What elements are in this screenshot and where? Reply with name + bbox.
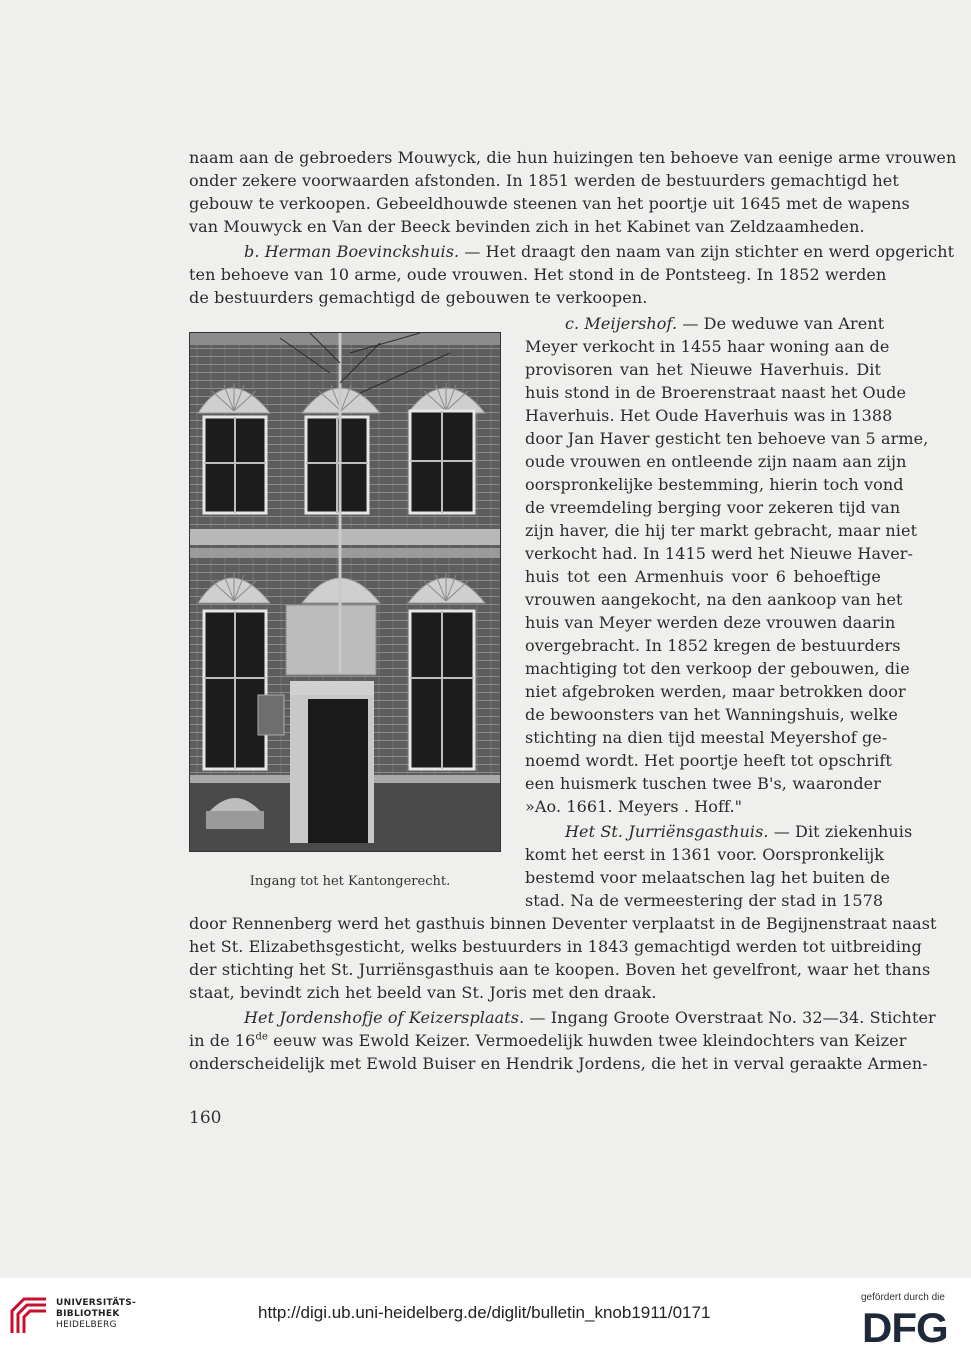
document-url-link[interactable]: http://digi.ub.uni-heidelberg.de/diglit/bulletin_knob1911/0171	[258, 1303, 711, 1322]
col-line: stad. Na de vermeestering der stad in 1578	[525, 891, 884, 910]
body-line: ten behoeve van 10 arme, oude vrouwen. Het stond in de Pontsteeg. In 1852 werden	[189, 265, 887, 284]
col-line: komt het eerst in 1361 voor. Oorspronkelijk	[525, 845, 885, 864]
col-line: huis tot een Armenhuis voor 6 behoeftige	[525, 567, 881, 586]
body-line: onderscheidelijk met Ewold Buiser en Hendrik Jordens, die het in verval geraakte Armen-	[189, 1054, 928, 1073]
para-b-line-1: b. Herman Boevinckshuis. — Het draagt den naam van zijn stichter en werd opgericht	[244, 242, 955, 261]
dfg-logo[interactable]: DFG	[862, 1304, 948, 1351]
col-line: Haverhuis. Het Oude Haverhuis was in 1388	[525, 406, 893, 425]
university-library-logo-icon	[8, 1293, 52, 1339]
col-line: provisoren van het Nieuwe Haverhuis. Dit	[525, 360, 881, 379]
col-line: huis stond in de Broerenstraat naast het Oude	[525, 383, 907, 402]
col-line: huis van Meyer werden deze vrouwen daarin	[525, 613, 896, 632]
col-line: noemd wordt. Het poortje heeft tot opschrift	[525, 751, 892, 770]
col-line: een huismerk tuschen twee B's, waaronder	[525, 774, 881, 793]
col-line: de bewoonsters van het Wanningshuis, welke	[525, 705, 898, 724]
col-line: vrouwen aangekocht, na den aankoop van het	[525, 590, 903, 609]
para-c-line-1: c. Meijershof. — De weduwe van Arent	[565, 314, 885, 333]
funded-by-label: gefördert durch die	[861, 1292, 945, 1303]
body-line: staat, bevindt zich het beeld van St. Joris met den draak.	[189, 983, 657, 1002]
body-line: onder zekere voorwaarden afstonden. In 1851 werden de bestuurders gemachtigd het	[189, 171, 899, 190]
para-st-line-1: Het St. Jurriënsgasthuis. — Dit ziekenhuis	[565, 822, 913, 841]
col-line: oorspronkelijke bestemming, hierin toch vond	[525, 475, 904, 494]
para-c-label: c. Meijershof.	[565, 314, 678, 333]
body-line: door Rennenberg werd het gasthuis binnen Deventer verplaatst in de Begijnenstraat naast	[189, 914, 937, 933]
col-line: zijn haver, die hij ter markt gebracht, maar niet	[525, 521, 918, 540]
col-line: niet afgebroken werden, maar betrokken door	[525, 682, 906, 701]
building-facade-photo	[189, 332, 501, 852]
para-j-label: Het Jordenshofje of Keizersplaats.	[244, 1008, 525, 1027]
col-line: bestemd voor melaatschen lag het buiten de	[525, 868, 891, 887]
col-line: door Jan Haver gesticht ten behoeve van 5 arme,	[525, 429, 929, 448]
para-b-label: b. Herman Boevinckshuis.	[244, 242, 460, 261]
photo-caption: Ingang tot het Kantongerecht.	[249, 874, 451, 889]
col-line: oude vrouwen en ontleende zijn naam aan zijn	[525, 452, 907, 471]
col-line: verkocht had. In 1415 werd het Nieuwe Haver-	[525, 544, 914, 563]
body-line: de bestuurders gemachtigd de gebouwen te verkoopen.	[189, 288, 648, 307]
col-line: de vreemdeling berging voor zekeren tijd van	[525, 498, 901, 517]
col-line: stichting na dien tijd meestal Meyershof ge-	[525, 728, 888, 747]
university-library-name[interactable]: UNIVERSITÄTS- BIBLIOTHEK HEIDELBERG	[56, 1298, 137, 1330]
body-line: van Mouwyck en Van der Beeck bevinden zich in het Kabinet van Zeldzaamheden.	[189, 217, 865, 236]
col-line: Meyer verkocht in 1455 haar woning aan de	[525, 337, 890, 356]
col-line: machtiging tot den verkoop der gebouwen, die	[525, 659, 910, 678]
col-line: overgebracht. In 1852 kregen de bestuurders	[525, 636, 901, 655]
body-line: naam aan de gebroeders Mouwyck, die hun huizingen ten behoeve van eenige arme vrouwen	[189, 148, 957, 167]
body-line: het St. Elizabethsgesticht, welks bestuurders in 1843 gemachtigd werden tot uitbreiding	[189, 937, 922, 956]
para-st-label: Het St. Jurriënsgasthuis.	[565, 822, 769, 841]
facade-illustration	[190, 333, 500, 851]
body-line: der stichting het St. Jurriënsgasthuis aan te koopen. Boven het gevelfront, waar het thans	[189, 960, 931, 979]
para-j-line-1: Het Jordenshofje of Keizersplaats. — Ingang Groote Overstraat No. 32—34. Stichter	[244, 1008, 936, 1027]
para-j-line-2: in de 16de eeuw was Ewold Keizer. Vermoedelijk huwden twee kleindochters van Keizer	[189, 1031, 907, 1050]
col-line: »Ao. 1661. Meyers . Hoff."	[525, 797, 743, 816]
page-number: 160	[189, 1108, 222, 1128]
body-line: gebouw te verkoopen. Gebeeldhouwde steenen van het poortje uit 1645 met de wapens	[189, 194, 910, 213]
